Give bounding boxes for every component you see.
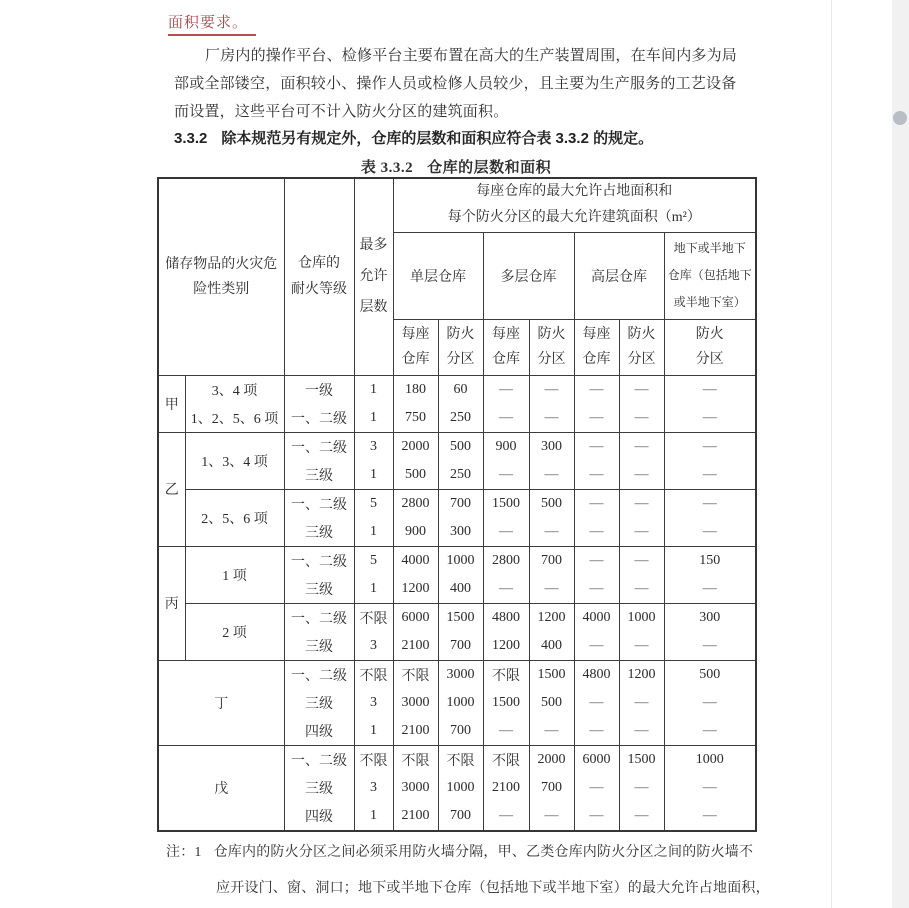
table-row: [158, 404, 756, 433]
header-category: 储存物品的火灾危 险性类别: [158, 178, 284, 375]
table-cell: 一级: [284, 375, 354, 404]
table-note-line-2: 应开设门、窗、洞口；地下或半地下仓库（包括地下或半地下室）的最大允许占地面积，: [216, 881, 770, 896]
table-cell: —: [574, 575, 619, 604]
table-cell: 1000: [438, 774, 483, 803]
table-cell: —: [574, 461, 619, 490]
table-cell: —: [574, 432, 619, 461]
table-cell: 750: [393, 404, 438, 433]
table-cell: 500: [438, 432, 483, 461]
table-cell: 1: [354, 518, 393, 547]
table-cell: —: [664, 717, 756, 746]
table-cell: 一、二级: [284, 432, 354, 461]
table-cell: 1200: [483, 632, 529, 661]
table-cell: —: [664, 575, 756, 604]
table-cell: —: [664, 689, 756, 718]
table-cell: 1500: [529, 660, 574, 689]
table-cell: —: [529, 575, 574, 604]
table-row: [158, 746, 756, 775]
table-cell: —: [619, 375, 664, 404]
table-cell: 1000: [664, 746, 756, 775]
table-cell: 2 项: [185, 603, 284, 660]
header-fire-compartment: 防火 分区: [529, 319, 574, 375]
table-cell: 500: [664, 660, 756, 689]
table-cell: 2000: [393, 432, 438, 461]
table-cell: 250: [438, 461, 483, 490]
table-cell: —: [529, 518, 574, 547]
table-cell: —: [574, 489, 619, 518]
table-cell: 1、3、4 项: [185, 432, 284, 489]
table-cell: 1200: [529, 603, 574, 632]
table-cell: 三级: [284, 518, 354, 547]
table-cell: —: [619, 774, 664, 803]
table-cell: 400: [438, 575, 483, 604]
table-cell: 一、二级: [284, 603, 354, 632]
table-cell: 1: [354, 461, 393, 490]
header-per-warehouse: 每座 仓库: [393, 319, 438, 375]
scrollbar-thumb[interactable]: [893, 111, 907, 125]
table-cell: —: [664, 404, 756, 433]
header-fire-compartment: 防火 分区: [619, 319, 664, 375]
table-cell: —: [619, 632, 664, 661]
header-fire-compartment: 防火 分区: [438, 319, 483, 375]
table-cell: 1200: [393, 575, 438, 604]
table-cell: 不限: [354, 746, 393, 775]
table-row: [158, 375, 756, 404]
table-cell: 三级: [284, 689, 354, 718]
table-cell: 四级: [284, 803, 354, 832]
table-cell: 4000: [574, 603, 619, 632]
header-fire-compartment: 防火 分区: [664, 319, 756, 375]
table-cell: —: [483, 803, 529, 832]
table-cell: —: [619, 489, 664, 518]
table-cell: 900: [393, 518, 438, 547]
table-cell: 5: [354, 489, 393, 518]
table-cell: 60: [438, 375, 483, 404]
table-cell: 2000: [529, 746, 574, 775]
header-high-rise: 高层仓库: [574, 232, 664, 319]
table-cell: 3: [354, 774, 393, 803]
table-cell: 700: [438, 717, 483, 746]
table-cell: 2800: [393, 489, 438, 518]
table-cell: 700: [529, 774, 574, 803]
table-cell: —: [664, 803, 756, 832]
table-cell: 2100: [393, 803, 438, 832]
table-cell: 2100: [393, 717, 438, 746]
table-cell: —: [529, 404, 574, 433]
table-cell: 4800: [483, 603, 529, 632]
table-row: [158, 546, 756, 575]
table-cell: —: [664, 432, 756, 461]
table-cell: 700: [438, 632, 483, 661]
paragraph-line-1: 厂房内的操作平台、检修平台主要布置在高大的生产装置周围，在车间内多为局: [205, 48, 738, 64]
table-cell: 不限: [483, 660, 529, 689]
header-multi-storey: 多层仓库: [483, 232, 574, 319]
table-cell: —: [574, 803, 619, 832]
table-cell: 1: [354, 575, 393, 604]
table-cell: 4000: [393, 546, 438, 575]
table-cell: 300: [529, 432, 574, 461]
table-cell: —: [664, 375, 756, 404]
table-row: [158, 660, 756, 689]
page-edge-divider: [831, 0, 832, 908]
table-cell: 700: [529, 546, 574, 575]
header-underground: 地下或半地下 仓库（包括地下 或半地下室）: [664, 232, 756, 319]
table-cell: —: [483, 404, 529, 433]
table-cell: 3、4 项: [185, 375, 284, 404]
table-cell: —: [483, 375, 529, 404]
table-row: [158, 489, 756, 518]
table-cell: —: [619, 575, 664, 604]
header-max-floors: 最多 允许 层数: [354, 178, 393, 375]
table-header-row-1: [158, 178, 756, 232]
table-note-line-1: [166, 841, 753, 861]
table-cell: 3: [354, 689, 393, 718]
table-cell: 1: [354, 717, 393, 746]
paragraph-line-3: 而设置，这些平台可不计入防火分区的建筑面积。: [174, 104, 509, 120]
table-cell: 700: [438, 803, 483, 832]
table-cell: —: [619, 717, 664, 746]
table-cell: —: [483, 717, 529, 746]
table-cell: 300: [438, 518, 483, 547]
category-cell: 甲: [158, 375, 185, 432]
table-cell: 1000: [619, 603, 664, 632]
table-cell: 1500: [483, 689, 529, 718]
table-cell: 不限: [393, 746, 438, 775]
table-cell: 2100: [393, 632, 438, 661]
table-cell: 3: [354, 632, 393, 661]
table-cell: —: [483, 575, 529, 604]
table-cell: 1000: [438, 689, 483, 718]
table-cell: —: [574, 689, 619, 718]
table-cell: —: [483, 461, 529, 490]
table-cell: 3: [354, 432, 393, 461]
table-cell: 180: [393, 375, 438, 404]
table-cell: 500: [529, 689, 574, 718]
table-cell: 4800: [574, 660, 619, 689]
table-cell: 不限: [438, 746, 483, 775]
table-cell: 2100: [483, 774, 529, 803]
table-cell: —: [529, 461, 574, 490]
table-cell: 不限: [483, 746, 529, 775]
table-cell: 5: [354, 546, 393, 575]
table-cell: 不限: [354, 603, 393, 632]
table-title-number: 表 3.3.2: [360, 160, 414, 176]
table-cell: 1000: [438, 546, 483, 575]
table-cell: 900: [483, 432, 529, 461]
category-cell: 乙: [158, 432, 185, 546]
note-text: 仓库内的防火分区之间必须采用防火墙分隔，甲、乙类仓库内防火分区之间的防火墙不: [213, 845, 754, 860]
table-cell: 1500: [483, 489, 529, 518]
table-cell: —: [574, 518, 619, 547]
table-cell: 1 项: [185, 546, 284, 603]
table-cell: 500: [393, 461, 438, 490]
header-area-span: 每座仓库的最大允许占地面积和 每个防火分区的最大允许建筑面积（m²）: [393, 178, 756, 232]
table-row: [158, 603, 756, 632]
note-label: 注：1: [166, 845, 202, 860]
header-single-storey: 单层仓库: [393, 232, 483, 319]
table-title: [157, 156, 755, 177]
paragraph-line-2: 部或全部镂空，面积较小、操作人员或检修人员较少，且主要为生产服务的工艺设备: [174, 76, 737, 92]
table-cell: —: [619, 404, 664, 433]
table-cell: 不限: [393, 660, 438, 689]
table-cell: —: [619, 461, 664, 490]
clause-text: 除本规范另有规定外，仓库的层数和面积应符合表 3.3.2 的规定。: [221, 130, 654, 147]
header-per-warehouse: 每座 仓库: [574, 319, 619, 375]
table-cell: —: [619, 432, 664, 461]
scrollbar-track[interactable]: [892, 0, 909, 908]
category-cell: 戊: [158, 746, 284, 832]
table-row: [158, 432, 756, 461]
table-cell: 三级: [284, 575, 354, 604]
table-cell: —: [619, 689, 664, 718]
clause-3-3-2: [174, 127, 653, 148]
table-cell: 三级: [284, 632, 354, 661]
table-cell: 3000: [393, 689, 438, 718]
table-cell: 一、二级: [284, 660, 354, 689]
table-cell: 2800: [483, 546, 529, 575]
section-heading-red: 面积要求。: [168, 11, 256, 36]
table-cell: —: [574, 375, 619, 404]
table-cell: 1500: [438, 603, 483, 632]
table-cell: —: [483, 518, 529, 547]
header-fire-rating: 仓库的 耐火等级: [284, 178, 354, 375]
table-cell: 一、二级: [284, 546, 354, 575]
table-cell: 6000: [574, 746, 619, 775]
table-cell: 1: [354, 375, 393, 404]
table-cell: 700: [438, 489, 483, 518]
table-cell: —: [529, 717, 574, 746]
table-cell: 2、5、6 项: [185, 489, 284, 546]
table-cell: —: [664, 489, 756, 518]
table-cell: 3000: [438, 660, 483, 689]
table-cell: —: [529, 375, 574, 404]
table-cell: 一、二级: [284, 746, 354, 775]
table-cell: —: [574, 632, 619, 661]
table-cell: 不限: [354, 660, 393, 689]
table-cell: 三级: [284, 461, 354, 490]
table-cell: 300: [664, 603, 756, 632]
table-cell: 一、二级: [284, 404, 354, 433]
table-cell: 三级: [284, 774, 354, 803]
table-title-text: 仓库的层数和面积: [427, 160, 552, 176]
table-cell: 1: [354, 803, 393, 832]
table-cell: 1200: [619, 660, 664, 689]
table-cell: 一、二级: [284, 489, 354, 518]
table-cell: —: [529, 803, 574, 832]
table-cell: 150: [664, 546, 756, 575]
table-cell: —: [574, 404, 619, 433]
table-cell: 3000: [393, 774, 438, 803]
table-cell: —: [664, 774, 756, 803]
table-cell: —: [664, 461, 756, 490]
table-cell: —: [574, 774, 619, 803]
table-cell: —: [664, 632, 756, 661]
table-cell: —: [619, 803, 664, 832]
table-cell: 1500: [619, 746, 664, 775]
table-cell: —: [664, 518, 756, 547]
category-cell: 丙: [158, 546, 185, 660]
table-cell: 500: [529, 489, 574, 518]
header-per-warehouse: 每座 仓库: [483, 319, 529, 375]
table-cell: —: [574, 717, 619, 746]
table-cell: 6000: [393, 603, 438, 632]
clause-number: 3.3.2: [174, 130, 208, 147]
category-cell: 丁: [158, 660, 284, 746]
table-cell: 1: [354, 404, 393, 433]
table-cell: —: [574, 546, 619, 575]
table-cell: —: [619, 546, 664, 575]
table-cell: 1、2、5、6 项: [185, 404, 284, 433]
table-cell: 250: [438, 404, 483, 433]
table-cell: 四级: [284, 717, 354, 746]
table-cell: 400: [529, 632, 574, 661]
table-cell: —: [619, 518, 664, 547]
warehouse-area-table: [157, 177, 757, 832]
